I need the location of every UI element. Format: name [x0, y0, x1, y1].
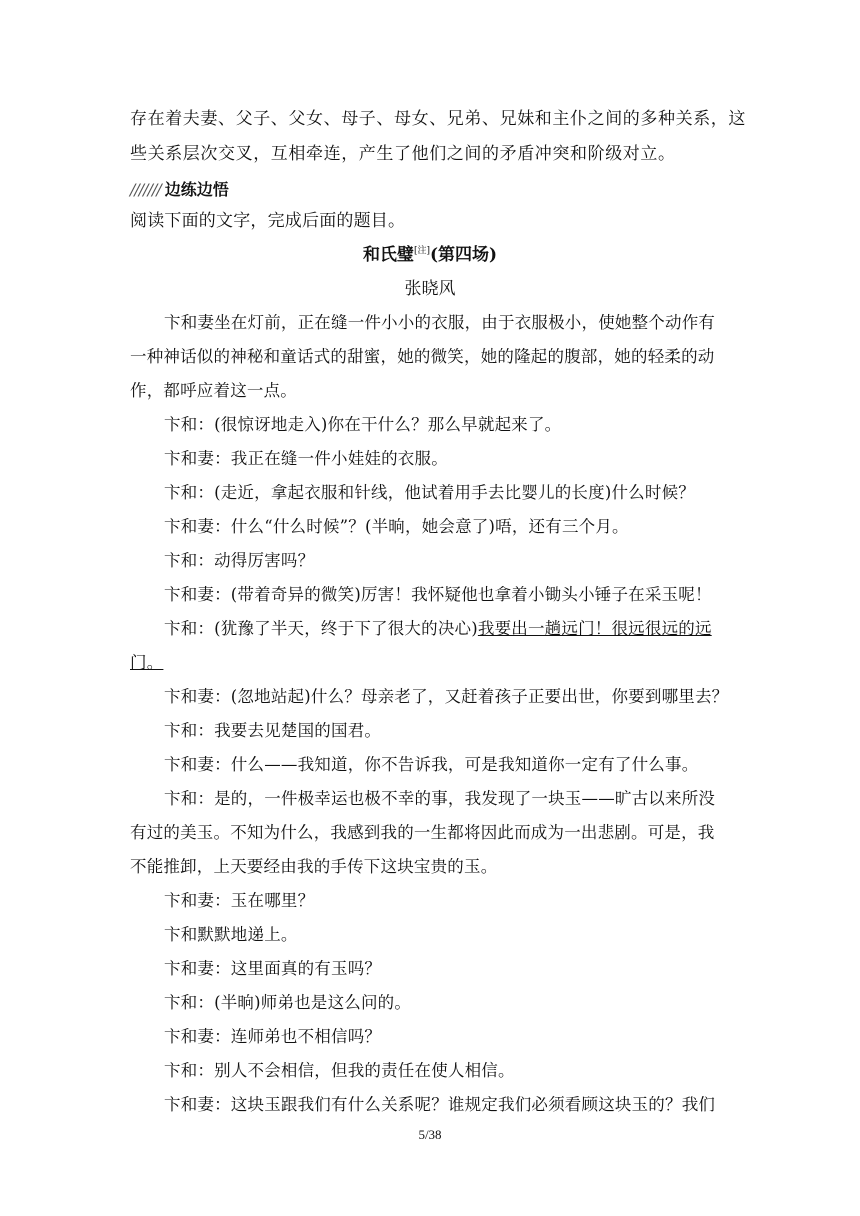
- dialogue-line: 卞和妻：我正在缝一件小娃娃的衣服。: [164, 449, 448, 468]
- dialogue-line: 卞和妻：这块玉跟我们有什么关系呢？谁规定我们必须看顾这块玉的？我们: [164, 1095, 716, 1114]
- underlined-sentence: 我要出一趟远门！很远很远的远: [477, 619, 712, 638]
- dialogue-prefix: 卞和：(犹豫了半天，终于下了很大的决心): [164, 619, 478, 638]
- play-title: [0, 240, 860, 265]
- dialogue-line: 卞和：(很惊讶地走入)你在干什么？那么早就起来了。: [164, 415, 562, 434]
- dialogue-line: 卞和妻：什么——我知道，你不告诉我，可是我知道你一定有了什么事。: [164, 755, 699, 774]
- dialogue-line: 有过的美玉。不知为什么，我感到我的一生都将因此而成为一出悲剧。可是，我: [130, 823, 715, 842]
- dialogue-line: 卞和：是的，一件极幸运也极不幸的事，我发现了一块玉——旷古以来所没: [164, 789, 716, 808]
- dialogue-line: 卞和妻：(带着奇异的微笑)厉害！我怀疑他也拿着小锄头小锤子在采玉呢！: [164, 585, 712, 604]
- play-author: 张晓风: [404, 279, 456, 299]
- text-line: 一种神话似的神秘和童话式的甜蜜，她的微笑，她的隆起的腹部，她的轻柔的动: [130, 347, 715, 366]
- instruction-text: 阅读下面的文字，完成后面的题目。: [130, 211, 406, 231]
- dialogue-line: 卞和：(半晌)师弟也是这么问的。: [164, 993, 412, 1012]
- underlined-continuation: 门。: [130, 653, 164, 672]
- section-heading-text: 边练边悟: [164, 180, 229, 199]
- note-marker: [注]: [413, 246, 430, 256]
- dialogue-line: 卞和：别人不会相信，但我的责任在使人相信。: [164, 1061, 515, 1080]
- stage-direction: 卞和默默地递上。: [164, 925, 298, 944]
- page-number: 5/38: [418, 1127, 442, 1142]
- text-line: 卞和妻坐在灯前，正在缝一件小小的衣服，由于衣服极小，使她整个动作有: [164, 313, 716, 332]
- play-title-text: 和氏璧: [362, 245, 414, 265]
- section-heading: [130, 177, 229, 200]
- intro-line-2: 些关系层次交叉，互相牵连，产生了他们之间的矛盾冲突和阶级对立。: [130, 144, 676, 164]
- text-line: 作，都呼应着这一点。: [130, 381, 297, 400]
- dialogue-line: [164, 615, 712, 639]
- dialogue-line: 卞和：我要去见楚国的国君。: [164, 721, 382, 740]
- dialogue-line: 卞和妻：这里面真的有玉吗？: [164, 959, 382, 978]
- dialogue-line: 卞和：动得厉害吗？: [164, 551, 315, 570]
- dialogue-line: 不能推卸，上天要经由我的手传下这块宝贵的玉。: [130, 857, 498, 876]
- dialogue-line: 卞和妻：玉在哪里？: [164, 891, 315, 910]
- dialogue-line: 卞和妻：什么“什么时候”？(半晌，她会意了)唔，还有三个月。: [164, 517, 629, 536]
- section-slashes: ///////: [130, 180, 161, 199]
- play-scene: (第四场): [429, 245, 498, 265]
- dialogue-line: 卞和：(走近，拿起衣服和针线，他试着用手去比婴儿的长度)什么时候？: [164, 483, 695, 502]
- dialogue-line: 卞和妻：(忽地站起)什么？母亲老了，又赶着孩子正要出世，你要到哪里去？: [164, 687, 729, 706]
- intro-line-1: 存在着夫妻、父子、父女、母子、母女、兄弟、兄妹和主仆之间的多种关系，这: [130, 109, 746, 129]
- dialogue-line: 卞和妻：连师弟也不相信吗？: [164, 1027, 382, 1046]
